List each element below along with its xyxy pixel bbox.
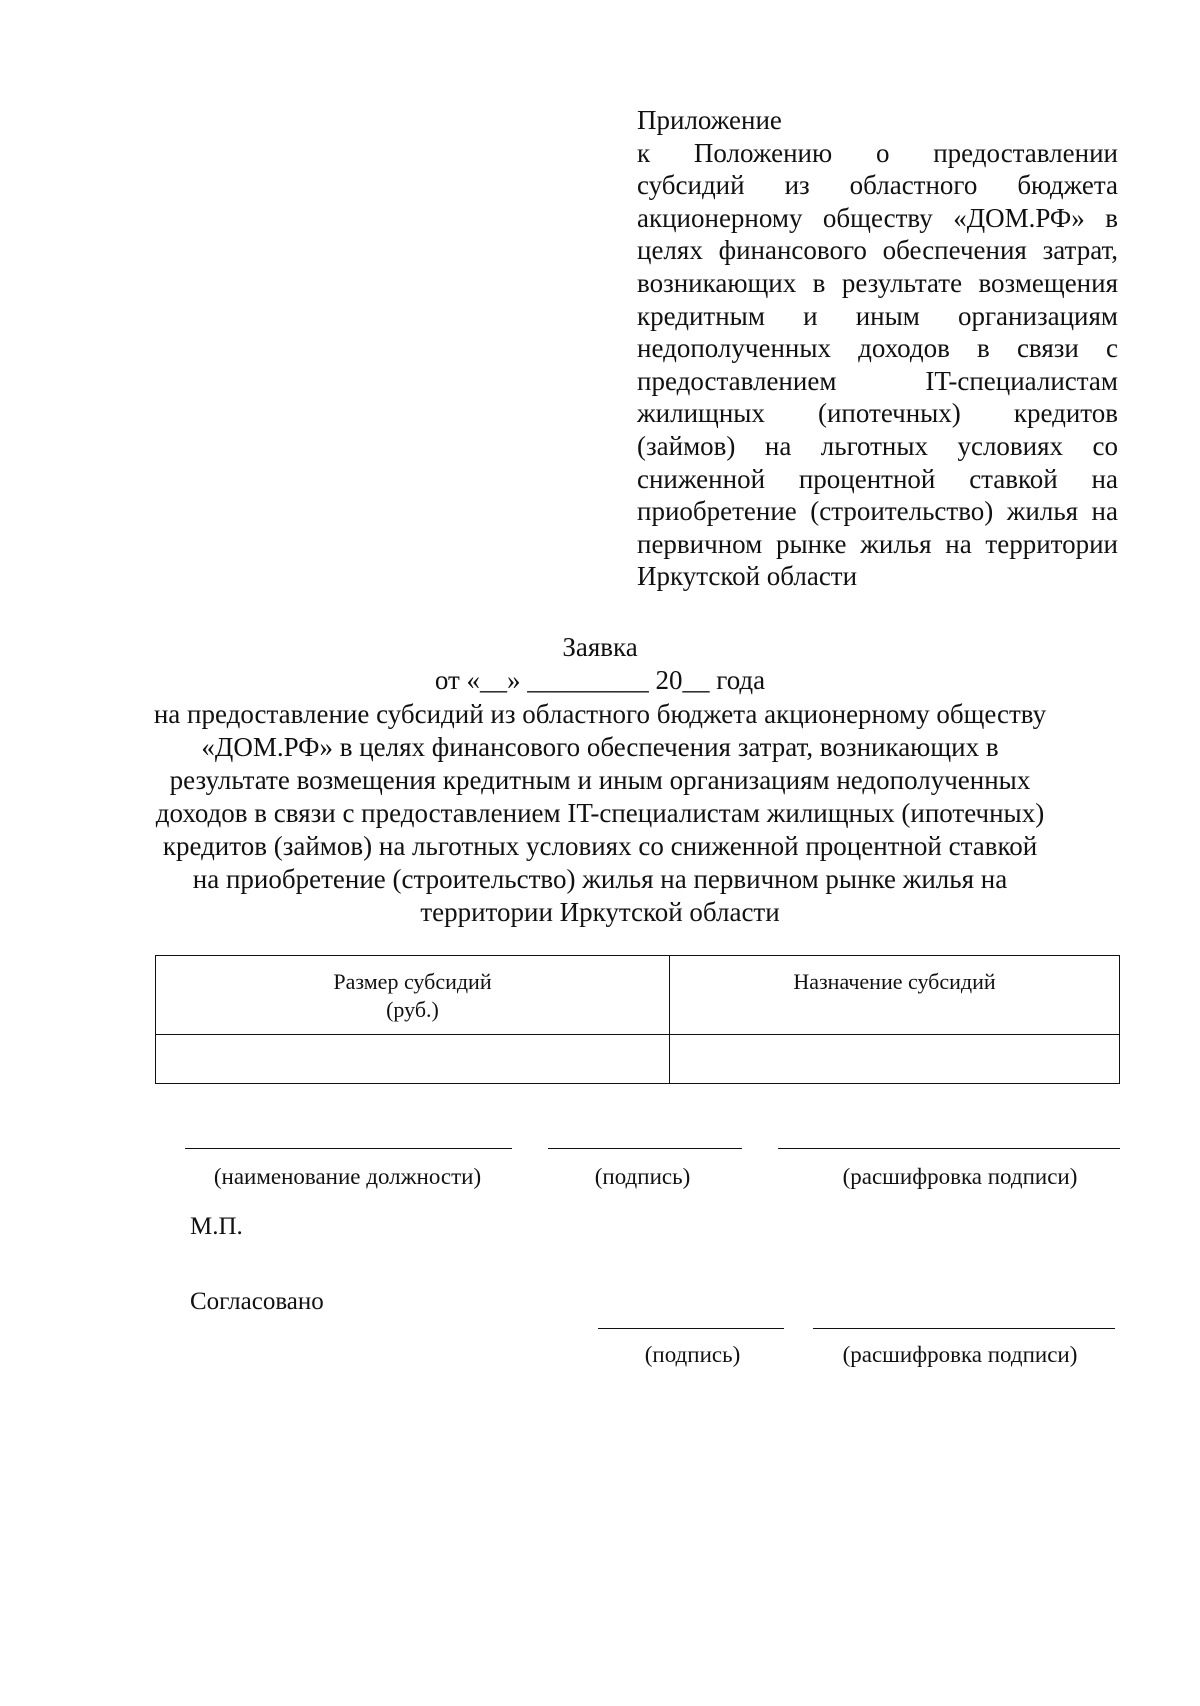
appendix-text: к Положению о предоставлении субсидий из областного бюджета акционерному обществу «ДОМ.РФ» в целях финансового обеспечения затрат, возникающих в результате возмещения кредитным и иным организациям недополученных доходов в связи с предоставлением IT-специалистам жилищных (ипотечных) кредитов (займов) на льготных условиях со сниженной процентной ставкой на приобретение (строительство) жилья на первичном рынке жилья на территории Иркутской области [637,137,1118,592]
position-signature-line [185,1148,512,1149]
table-header-purpose: Назначение субсидий [670,956,1120,1035]
application-purpose: на предоставление субсидий из областного бюджета акционерному обществу «ДОМ.РФ» в целях финансового обеспечения затрат, возникающих в результате возмещения кредитным и иным организациям недополученных доходов в связи с предоставлением IT-специалистам жилищных (ипотечных) кредитов (займов) на льготных условиях со сниженной процентной ставкой на приобретение (строительство) жилья на первичном рынке жилья на территории Иркутской области [153,699,1047,927]
subsidy-table [155,955,1120,1084]
agreed-label: Согласовано [190,1288,324,1315]
agreed-signature-caption: (подпись) [644,1342,741,1367]
table-row [156,1035,1120,1084]
agreed-signature-line [598,1328,784,1329]
decoding-caption: (расшифровка подписи) [842,1164,1078,1189]
application-date-line: от «__» _________ 20__ года [434,665,766,695]
seal-label: М.П. [190,1213,243,1240]
signature-line [548,1148,742,1149]
table-cell-amount[interactable] [156,1035,670,1084]
table-header-amount [156,956,670,1035]
table-cell-purpose[interactable] [670,1035,1120,1084]
agreed-decoding-caption: (расшифровка подписи) [842,1342,1078,1367]
table-header-row [156,956,1120,1035]
position-caption: (наименование должности) [213,1164,482,1189]
appendix-block [637,104,1118,593]
table-header-amount-line2: (руб.) [386,997,439,1022]
agreed-decoding-line [813,1328,1115,1329]
table-header-amount-line1: Размер субсидий [333,969,492,994]
signature-caption: (подпись) [594,1164,691,1189]
application-title: Заявка [562,632,638,662]
decoding-signature-line [778,1148,1120,1149]
appendix-heading: Приложение [637,105,782,135]
